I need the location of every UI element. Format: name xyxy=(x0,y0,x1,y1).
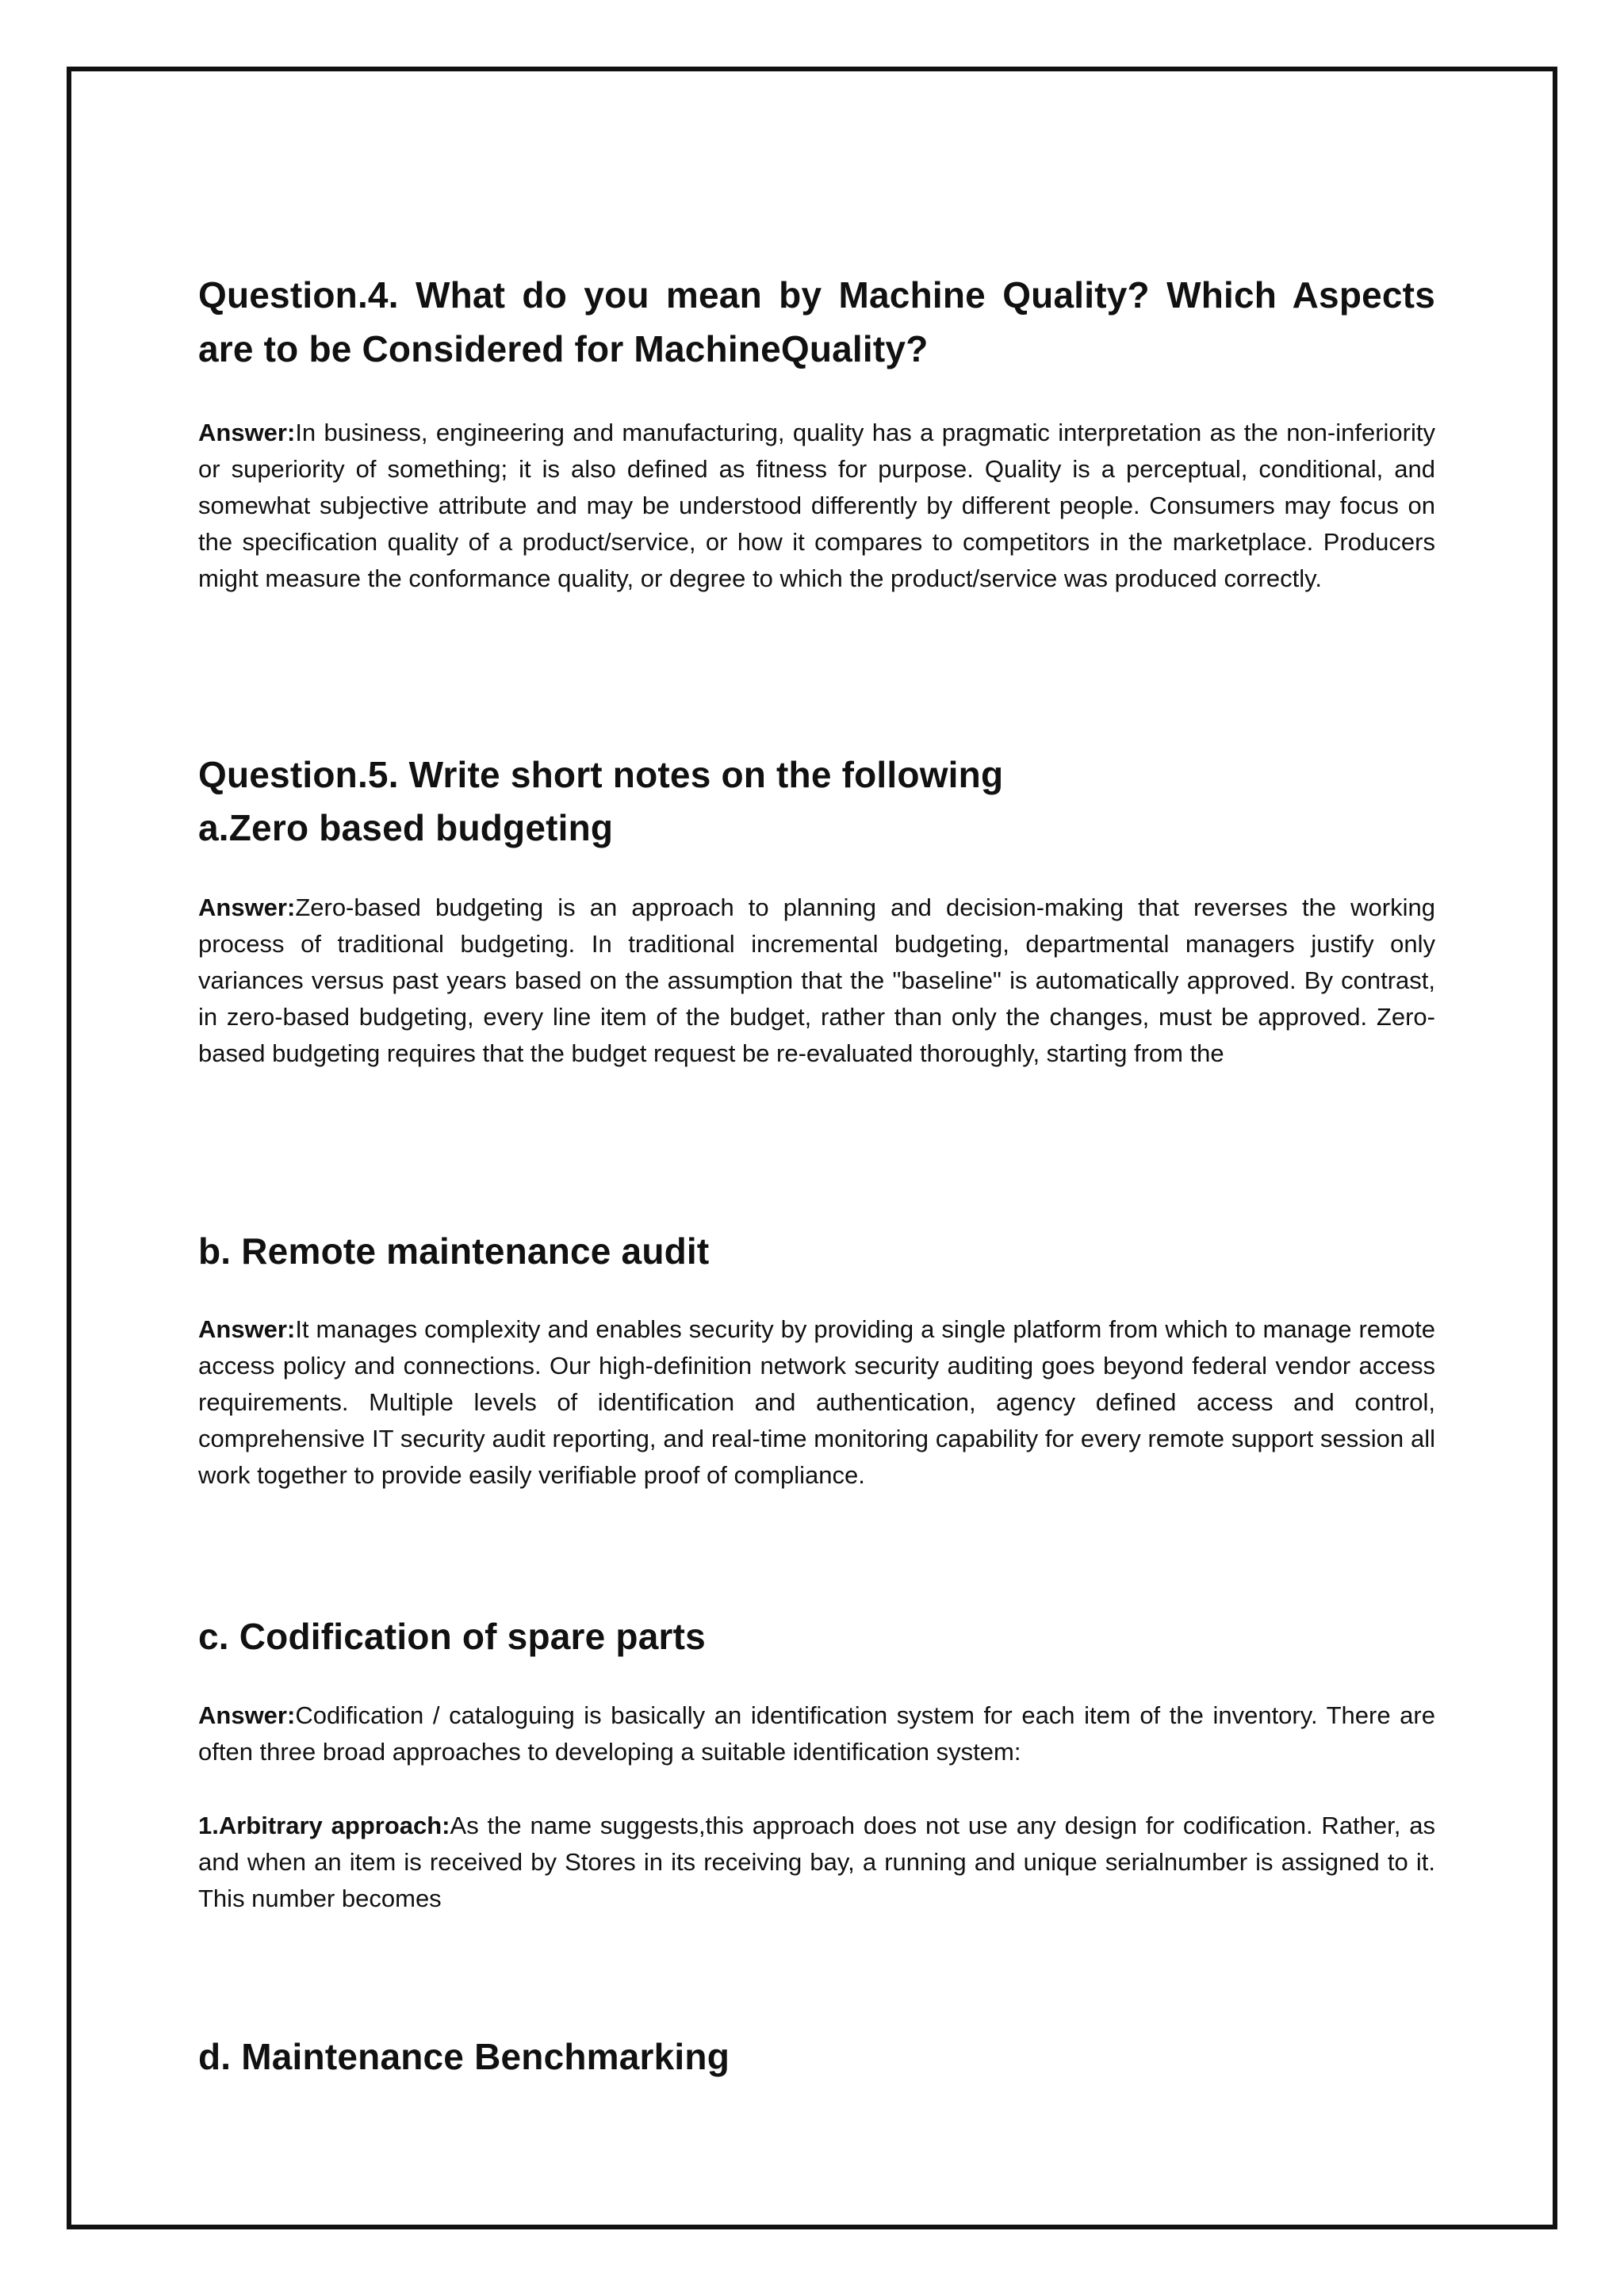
section-d-heading: d. Maintenance Benchmarking xyxy=(198,2036,730,2077)
section-c-answer xyxy=(198,1697,1435,1770)
section-c-point-1 xyxy=(198,1808,1435,1917)
section-b-heading: b. Remote maintenance audit xyxy=(198,1230,710,1272)
answer-label: Answer: xyxy=(198,894,296,921)
answer-text: Zero-based budgeting is an approach to planning and decision-making that reverses the working process of traditional budgeting. In traditional incremental budgeting, departmental managers justify only variances versus past years based on the assumption that the "baseline" is automatically approved. By contrast, in zero-based budgeting, every line item of the budget, rather than only the changes, must be approved. Zero-based budgeting requires that the budget request be re-evaluated thoroughly, starting from the xyxy=(198,894,1435,1067)
answer-label: Answer: xyxy=(198,1315,296,1343)
answer-text: Codification / cataloguing is basically an identification system for each item of the inventory. There are often three broad approaches to developing a suitable identification system: xyxy=(198,1701,1435,1766)
answer-text: In business, engineering and manufacturing, quality has a pragmatic interpretation as the non-inferiority or superiority of something; it is also defined as fitness for purpose. Quality is a perceptual, conditional, and somewhat subjective attribute and may be understood differently by different people. Consumers may focus on the specification quality of a product/service, or how it compares to competitors in the marketplace. Producers might measure the conformance quality, or degree to which the product/service was produced correctly. xyxy=(198,419,1435,592)
point-text: As the name suggests,this approach does not use any design for codification. Rather, as and when an item is received by Stores in its receiving bay, a running and unique serialnumber is assigned to it. This number becomes xyxy=(198,1812,1435,1912)
question-5-heading: Question.5. Write short notes on the following xyxy=(198,754,1004,795)
question-4-answer xyxy=(198,415,1435,597)
section-a-answer xyxy=(198,890,1435,1072)
answer-label: Answer: xyxy=(198,1701,296,1729)
answer-label: Answer: xyxy=(198,419,296,446)
question-4-heading: Question.4. What do you mean by Machine Quality? Which Aspects are to be Considered for MachineQuality? xyxy=(198,274,1435,369)
section-a-heading: a.Zero based budgeting xyxy=(198,807,614,848)
point-label: 1.Arbitrary approach: xyxy=(198,1812,450,1839)
section-b-answer xyxy=(198,1311,1435,1494)
section-c-heading: c. Codification of spare parts xyxy=(198,1616,706,1657)
answer-text: It manages complexity and enables security by providing a single platform from which to manage remote access policy and connections. Our high-definition network security auditing goes beyond federal vendor access requirements. Multiple levels of identification and authentication, agency defined access and control, comprehensive IT security audit reporting, and real-time monitoring capability for every remote support session all work together to provide easily verifiable proof of compliance. xyxy=(198,1315,1435,1489)
